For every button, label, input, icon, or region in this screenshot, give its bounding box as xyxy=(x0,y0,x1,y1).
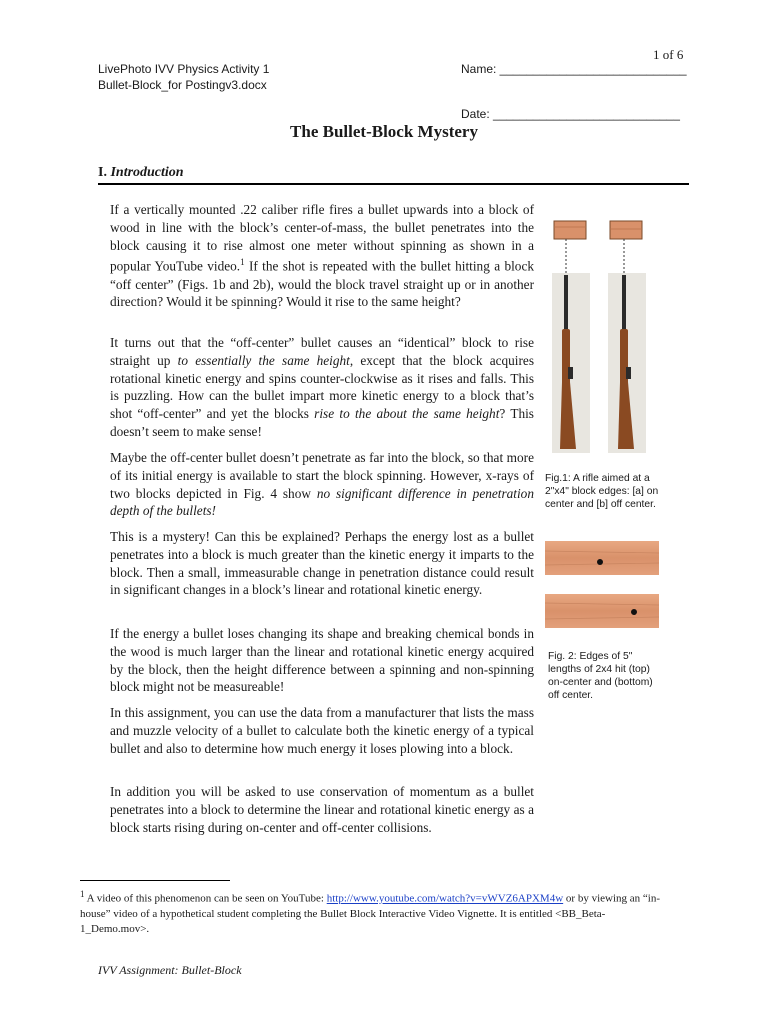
bullet-hole-off-center xyxy=(631,609,637,615)
figure-2-block-edges xyxy=(545,541,659,629)
page-number: 1 of 6 xyxy=(653,47,684,62)
paragraph-7: In addition you will be asked to use conservation of momentum as a bullet penetrates into a block to determine the linear and rotational kinetic energy as a block starts rising during on-center and off-center collisions. xyxy=(110,784,534,835)
section-heading xyxy=(98,165,184,181)
paragraph-4: This is a mystery! Can this be explained? Perhaps the energy lost as a bullet penetrates into a block is much greater than the kinetic energy it imparts to the block. Then a small, immeasurable change in penetration distance could result in significant changes in a block’s linear and rotational kinetic energy. xyxy=(110,529,534,598)
block-a xyxy=(554,221,586,239)
figure-2-caption: Fig. 2: Edges of 5" lengths of 2x4 hit (top) on-center and (bottom) off center. xyxy=(548,651,653,701)
course-line: LivePhoto IVV Physics Activity 1 xyxy=(98,62,270,76)
figure-1-rifles xyxy=(548,217,658,457)
footnote-rule xyxy=(80,880,230,881)
bullet-hole-center xyxy=(597,559,603,565)
file-line: Bullet-Block_for Postingv3.docx xyxy=(98,78,267,92)
section-number: I. xyxy=(98,165,107,180)
paragraph-3: Maybe the off-center bullet doesn’t penetrate as far into the block, so that more of its initial energy is available to start the block spinning. However, x-rays of two blocks depicted in Fig. 4 show no significant difference in penetration depth of the bullets! xyxy=(110,450,534,519)
footnote-marker: 1 xyxy=(80,889,85,899)
page-footer: IVV Assignment: Bullet-Block xyxy=(98,963,242,977)
figure-1-caption: Fig.1: A rifle aimed at a 2"x4" block edges: [a] on center and [b] off center. xyxy=(545,473,659,510)
block-b xyxy=(610,221,642,239)
paragraph-1: If a vertically mounted .22 caliber rifle fires a bullet upwards into a block of wood in line with the block’s center-of-mass, the bullet penetrates into the block causing it to rise almost one meter without spinning as shown in a popular YouTube video.$^1$ If the shot is repeated with the bullet hitting a block “off center” (Figs. 1b and 2b), would the block travel straight up or in another direction? Would it be spinning? Would it rise to the same height? xyxy=(110,202,535,310)
footnote: $^1$ A video of this phenomenon can be seen on YouTube: http://www.youtube.com/watch?v=vWVZ6APXM4w or by viewing an “in-house” video of a hypothetical student completing the Bullet Block Interactive Video Vignette. It is entitled <BB_Beta-1_Demo.mov>. xyxy=(80,889,661,935)
page-title: The Bullet-Block Mystery xyxy=(290,122,478,141)
youtube-link[interactable]: http://www.youtube.com/watch?v=vWVZ6APXM4w xyxy=(326,892,564,905)
paragraph-5: If the energy a bullet loses changing its shape and breaking chemical bonds in the wood is much larger than the linear and rotational kinetic energy acquired by the block, then the height difference between a spinning and non-spinning block might not be measureable! xyxy=(110,626,534,695)
section-rule xyxy=(98,183,689,185)
paragraph-2: It turns out that the “off-center” bullet causes an “identical” block to rise straight up to essentially the same height, except that the block acquires rotational kinetic energy and spins counter-clockwise as it rises and falls. This is puzzling. How can the bullet impart more kinetic energy to a block that’s shot “off-center” and yet the blocks rise to the about the same height? This doesn’t seem to make sense! xyxy=(110,335,534,439)
footnote-ref[interactable]: 1 xyxy=(240,257,245,268)
paragraph-6: In this assignment, you can use the data from a manufacturer that lists the mass and muzzle velocity of a bullet to calculate both the kinetic energy of a typical bullet and also to determine how much energy it loses plowing into a block. xyxy=(110,705,534,756)
name-field[interactable]: Name: ____________________________ xyxy=(461,62,687,76)
date-field[interactable]: Date: ____________________________ xyxy=(461,107,680,121)
block-edge-off-center xyxy=(545,594,659,628)
section-label: Introduction xyxy=(110,165,184,180)
block-edge-on-center xyxy=(545,541,659,575)
